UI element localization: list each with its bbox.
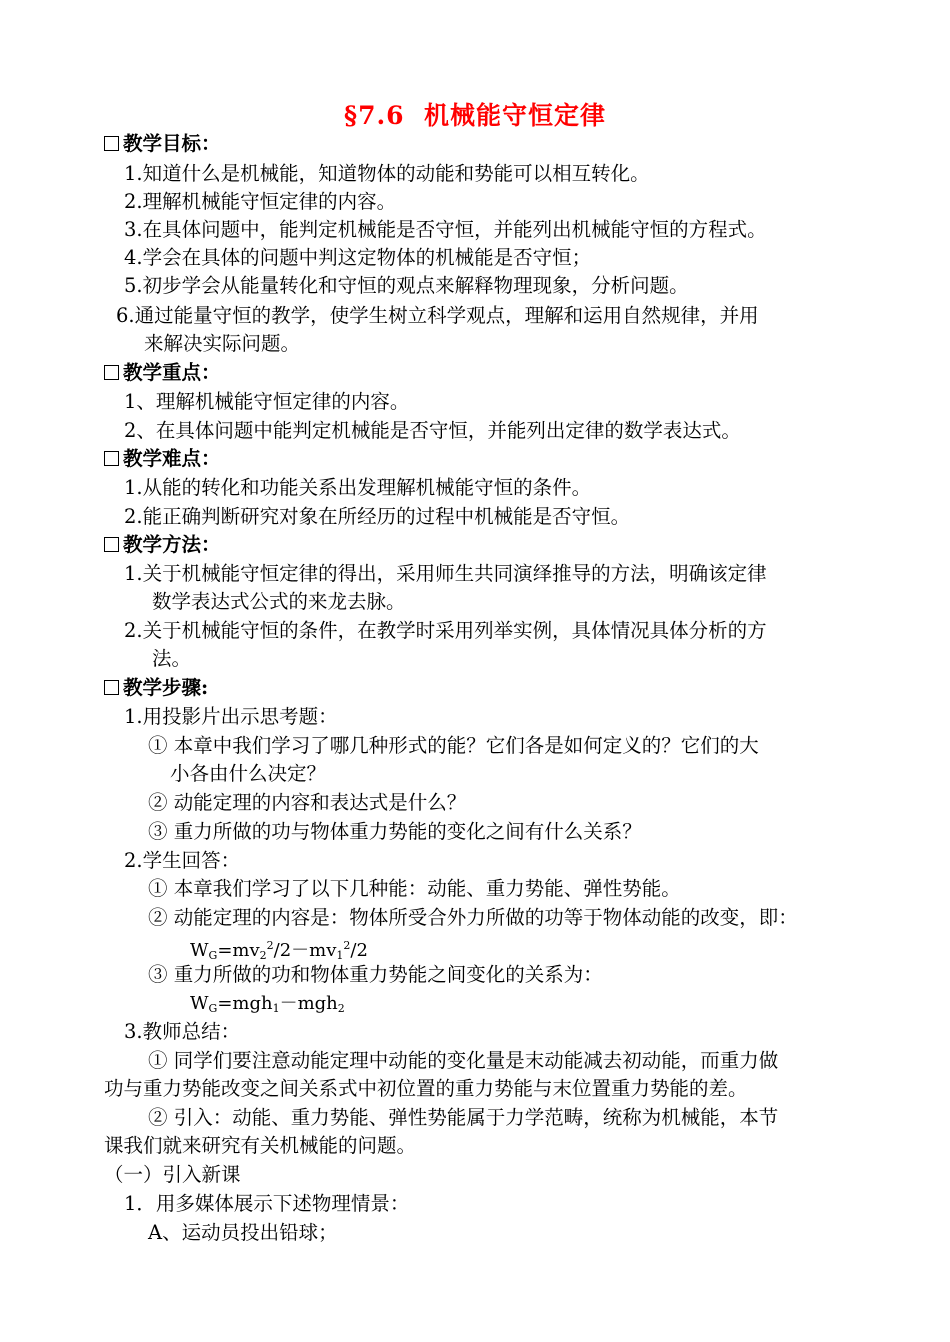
summary-paragraph-continued: 功与重力势能改变之间关系式中初位置的重力势能与末位置重力势能的差。: [104, 1077, 748, 1100]
answer-item: ② 动能定理的内容是：物体所受合外力所做的功等于物体动能的改变，即：: [148, 906, 798, 929]
question-item-continued: 小各由什么决定？: [170, 762, 327, 785]
objective-item: 3.在具体问题中，能判定机械能是否守恒，并能列出机械能守恒的方程式。: [124, 218, 767, 241]
objective-item: 5.初步学会从能量转化和守恒的观点来解释物理现象，分析问题。: [124, 274, 689, 297]
question-item: ③ 重力所做的功与物体重力势能的变化之间有什么关系？: [148, 820, 642, 843]
difficulty-item: 2.能正确判断研究对象在所经历的过程中机械能是否守恒。: [124, 505, 631, 528]
question-item: ① 本章中我们学习了哪几种形式的能？它们各是如何定义的？它们的大: [148, 734, 759, 757]
key-points-heading: 教学重点：: [104, 359, 221, 387]
checkbox-icon: [104, 136, 119, 151]
difficulty-item: 1.从能的转化和功能关系出发理解机械能守恒的条件。: [124, 476, 592, 499]
objective-item-continued: 来解决实际问题。: [144, 332, 301, 355]
method-item-continued: 法。: [152, 647, 192, 670]
checkbox-icon: [104, 451, 119, 466]
method-item: 1.关于机械能守恒定律的得出，采用师生共同演绎推导的方法，明确该定律: [124, 562, 767, 585]
method-item-continued: 数学表达式公式的来龙去脉。: [152, 590, 406, 613]
checkbox-icon: [104, 537, 119, 552]
kinetic-energy-formula: $W_G=mv_2^2/2-mv_1^2/2$: [190, 939, 368, 962]
objective-item: 4.学会在具体的问题中判这定物体的机械能是否守恒；: [124, 246, 592, 269]
difficulties-heading: 教学难点：: [104, 445, 221, 473]
steps-heading: 教学步骤:: [104, 674, 208, 702]
checkbox-icon: [104, 365, 119, 380]
objectives-heading: 教学目标：: [104, 130, 221, 158]
key-point-item: 2、在具体问题中能判定机械能是否守恒，并能列出定律的数学表达式。: [124, 419, 741, 442]
answer-item: ③ 重力所做的功和物体重力势能之间变化的关系为：: [148, 963, 603, 986]
potential-energy-formula: $W_G=mgh_1-mgh_2$: [190, 993, 345, 1015]
method-item: 2.关于机械能守恒的条件，在教学时采用列举实例，具体情况具体分析的方: [124, 619, 767, 642]
new-lesson-heading: （一）引入新课: [104, 1163, 241, 1186]
step-item: 3.教师总结：: [124, 1020, 241, 1043]
step-item: 1.用投影片出示思考题：: [124, 705, 338, 728]
objective-item: 6.通过能量守恒的教学，使学生树立科学观点，理解和运用自然规律，并用: [116, 304, 759, 327]
summary-paragraph: ① 同学们要注意动能定理中动能的变化量是末动能减去初动能，而重力做: [148, 1049, 779, 1072]
question-item: ② 动能定理的内容和表达式是什么？: [148, 791, 467, 814]
new-lesson-subitem: A、运动员投出铅球；: [148, 1221, 338, 1244]
step-item: 2.学生回答：: [124, 849, 241, 872]
objective-item: 2.理解机械能守恒定律的内容。: [124, 190, 397, 213]
checkbox-icon: [104, 680, 119, 695]
key-point-item: 1、理解机械能守恒定律的内容。: [124, 390, 410, 413]
answer-item: ① 本章我们学习了以下几种能：动能、重力势能、弹性势能。: [148, 877, 681, 900]
methods-heading: 教学方法：: [104, 531, 221, 559]
page-title: §7.6 机械能守恒定律: [344, 101, 606, 130]
summary-paragraph: ② 引入：动能、重力势能、弹性势能属于力学范畴，统称为机械能，本节: [148, 1106, 779, 1129]
summary-paragraph-continued: 课我们就来研究有关机械能的问题。: [104, 1134, 417, 1157]
new-lesson-item: 1．用多媒体展示下述物理情景：: [124, 1192, 410, 1215]
objective-item: 1.知道什么是机械能，知道物体的动能和势能可以相互转化。: [124, 162, 650, 185]
